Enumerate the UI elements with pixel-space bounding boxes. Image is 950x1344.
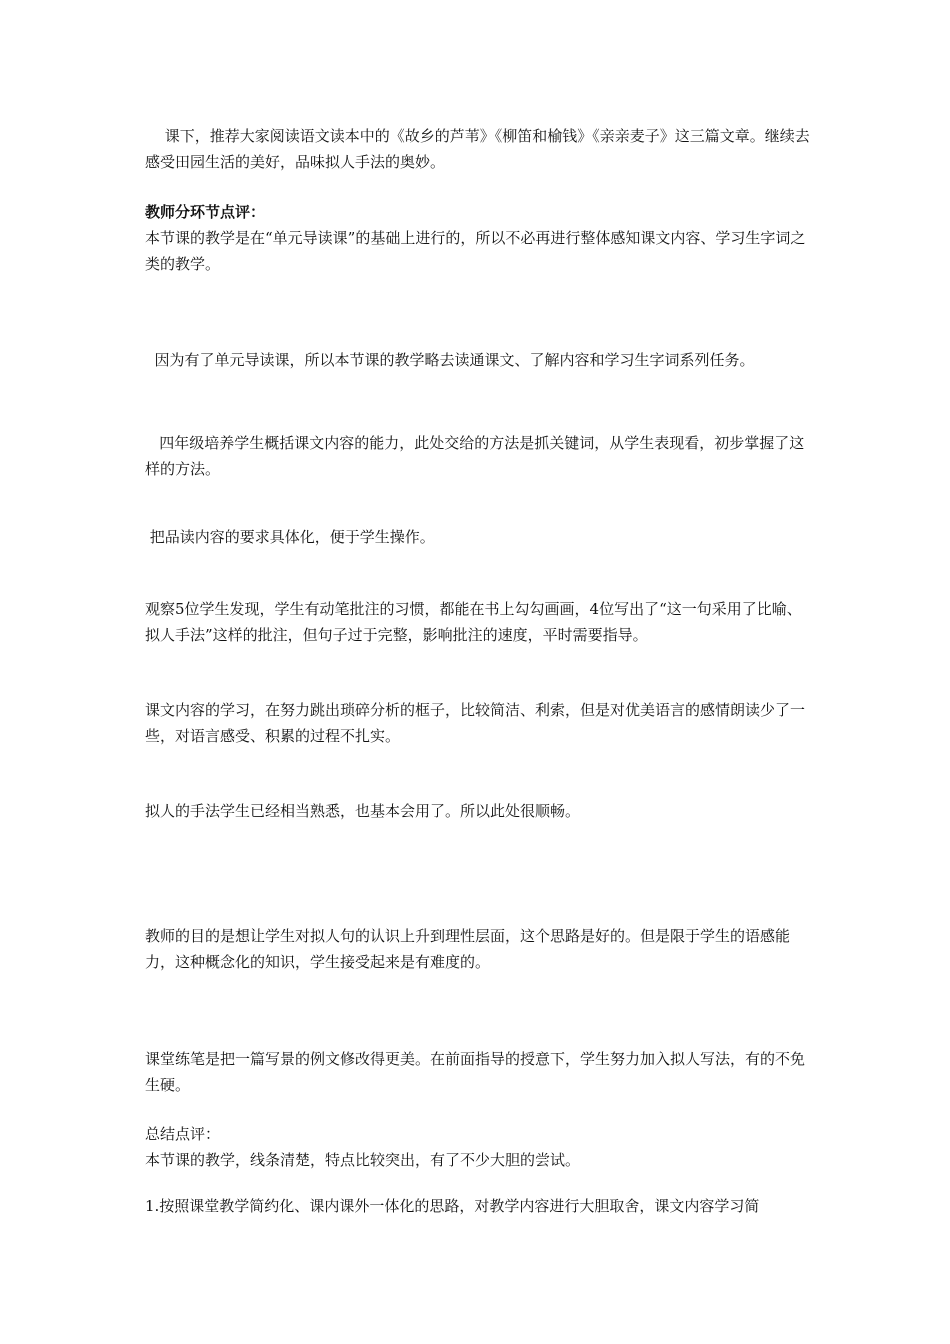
paragraph-personification: 拟人的手法学生已经相当熟悉，也基本会用了。所以此处很顺畅。 <box>145 802 581 820</box>
heading-summary-comments: 总结点评： <box>145 1125 221 1143</box>
heading-section-comments: 教师分环节点评： <box>145 203 266 221</box>
paragraph-reading-recommendation: 课下，推荐大家阅读语文读本中的《故乡的芦苇》《柳笛和榆钱》《亲亲麦子》这三篇文章。继续去感受田园生活的美好，品味拟人手法的奥妙。 <box>145 127 810 171</box>
paragraph-reading-requirement: 把品读内容的要求具体化，便于学生操作。 <box>145 528 435 546</box>
paragraph-point-one: 1.按照课堂教学简约化、课内课外一体化的思路，对教学内容进行大胆取舍，课文内容学习简 <box>145 1197 760 1215</box>
paragraph-teacher-goal: 教师的目的是想让学生对拟人句的认识上升到理性层面，这个思路是好的。但是限于学生的语感能力，这种概念化的知识，学生接受起来是有难度的。 <box>145 927 791 971</box>
paragraph-unit-guide: 因为有了单元导读课，所以本节课的教学略去读通课文、了解内容和学习生字词系列任务。 <box>145 351 755 369</box>
paragraph-writing-practice: 课堂练笔是把一篇写景的例文修改得更美。在前面指导的授意下，学生努力加入拟人写法，有的不免生硬。 <box>145 1050 806 1094</box>
paragraph-summary: 本节课的教学，线条清楚，特点比较突出，有了不少大胆的尝试。 <box>145 1151 581 1169</box>
paragraph-lesson-basis: 本节课的教学是在“单元导读课”的基础上进行的，所以不必再进行整体感知课文内容、学习生字词之类的教学。 <box>145 229 806 273</box>
paragraph-annotation-observation: 观察5位学生发现，学生有动笔批注的习惯，都能在书上勾勾画画，4位写出了“这一句采用了比喻、拟人手法”这样的批注，但句子过于完整，影响批注的速度，平时需要指导。 <box>145 600 802 644</box>
paragraph-summarize-ability: 四年级培养学生概括课文内容的能力，此处交给的方法是抓关键词，从学生表现看，初步掌握了这样的方法。 <box>145 434 805 478</box>
paragraph-text-study: 课文内容的学习，在努力跳出琐碎分析的框子，比较简洁、利索，但是对优美语言的感情朗读少了一些，对语言感受、积累的过程不扎实。 <box>145 701 806 745</box>
